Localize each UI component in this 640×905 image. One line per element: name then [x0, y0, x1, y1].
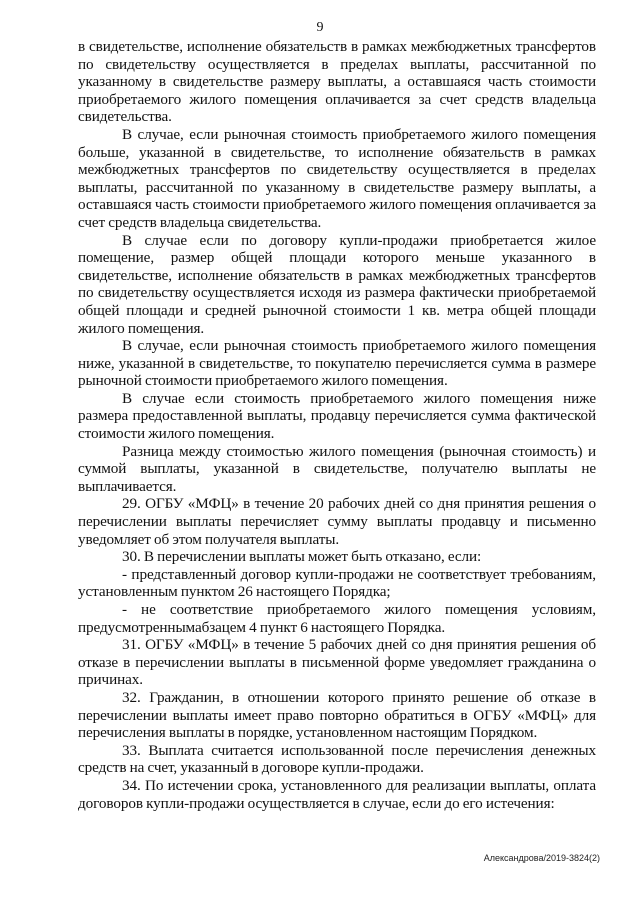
paragraph-price-difference: Разница между стоимостью жилого помещения (рыночная стоимость) и суммой выплаты, указанной в свидетельстве, получателю выплаты не выплачивается.	[78, 442, 596, 495]
paragraph-market-price-higher: В случае, если рыночная стоимость приобретаемого жилого помещения больше, указанной в свидетельстве, то исполнение обязательств в рамках межбюджетных трансфертов по свидетельству осуществляется в пределах выплаты, рассчитанной по указанному в свидетельстве размеру выплаты, а оставшаяся часть стоимости приобретаемого жилого помещения оплачивается за счет средств владельца свидетельства.	[78, 125, 596, 231]
paragraph-smaller-area: В случае если по договору купли-продажи приобретается жилое помещение, размер общей площади которого меньше указанного в свидетельстве, исполнение обязательств в рамках межбюджетных трансфертов по свидетельству осуществляется исходя из размера фактически приобретаемой общей площади и средней рыночной стоимости 1 кв. метра общей площади жилого помещения.	[78, 231, 596, 337]
page-number: 9	[316, 20, 324, 35]
document-footer-code: Александрова/2019-3824(2)	[483, 853, 600, 863]
clause-31: 31. ОГБУ «МФЦ» в течение 5 рабочих дней со дня принятия решения об отказе в перечислении выплаты в письменной форме уведомляет гражданина о причинах.	[78, 636, 596, 689]
document-body	[78, 38, 596, 812]
paragraph-cost-below-payment: В случае если стоимость приобретаемого жилого помещения ниже размера предоставленной выплаты, продавцу перечисляется сумма фактической стоимости жилого помещения.	[78, 389, 596, 443]
clause-30-item-2: - не соответствие приобретаемого жилого помещения условиям, предусмотреннымабзацем 4 пункт 6 настоящего Порядка.	[78, 601, 596, 636]
clause-30: 30. В перечислении выплаты может быть отказано, если:	[122, 548, 482, 566]
clause-32: 32. Гражданин, в отношении которого принято решение об отказе в перечислении выплаты имеет право повторно обратиться в ОГБУ «МФЦ» для перечисления выплаты в порядке, установленном настоящим Порядком.	[78, 688, 596, 742]
clause-34: 34. По истечении срока, установленного для реализации выплаты, оплата договоров купли-продажи осуществляется в случае, если до его истечения:	[78, 776, 596, 812]
paragraph-market-price-lower: В случае, если рыночная стоимость приобретаемого жилого помещения ниже, указанной в свидетельстве, то покупателю перечисляется сумма в размере рыночной стоимости приобретаемого жилого помещения.	[78, 337, 596, 390]
clause-33: 33. Выплата считается использованной после перечисления денежных средств на счет, указанный в договоре купли-продажи.	[78, 741, 596, 777]
paragraph-continuation: в свидетельстве, исполнение обязательств в рамках межбюджетных трансфертов по свидетельству осуществляется в пределах выплаты, рассчитанной по указанному в свидетельстве размеру выплаты, а оставшаяся часть стоимости приобретаемого жилого помещения оплачивается за счет средств владельца свидетельства.	[78, 38, 596, 126]
clause-30-item-1: - представленный договор купли-продажи не соответствует требованиям, установленным пунктом 26 настоящего Порядка;	[78, 565, 596, 601]
clause-29: 29. ОГБУ «МФЦ» в течение 20 рабочих дней со дня принятия решения о перечислении выплаты перечисляет сумму выплаты продавцу и письменно уведомляет об этом получателя выплаты.	[78, 495, 596, 548]
